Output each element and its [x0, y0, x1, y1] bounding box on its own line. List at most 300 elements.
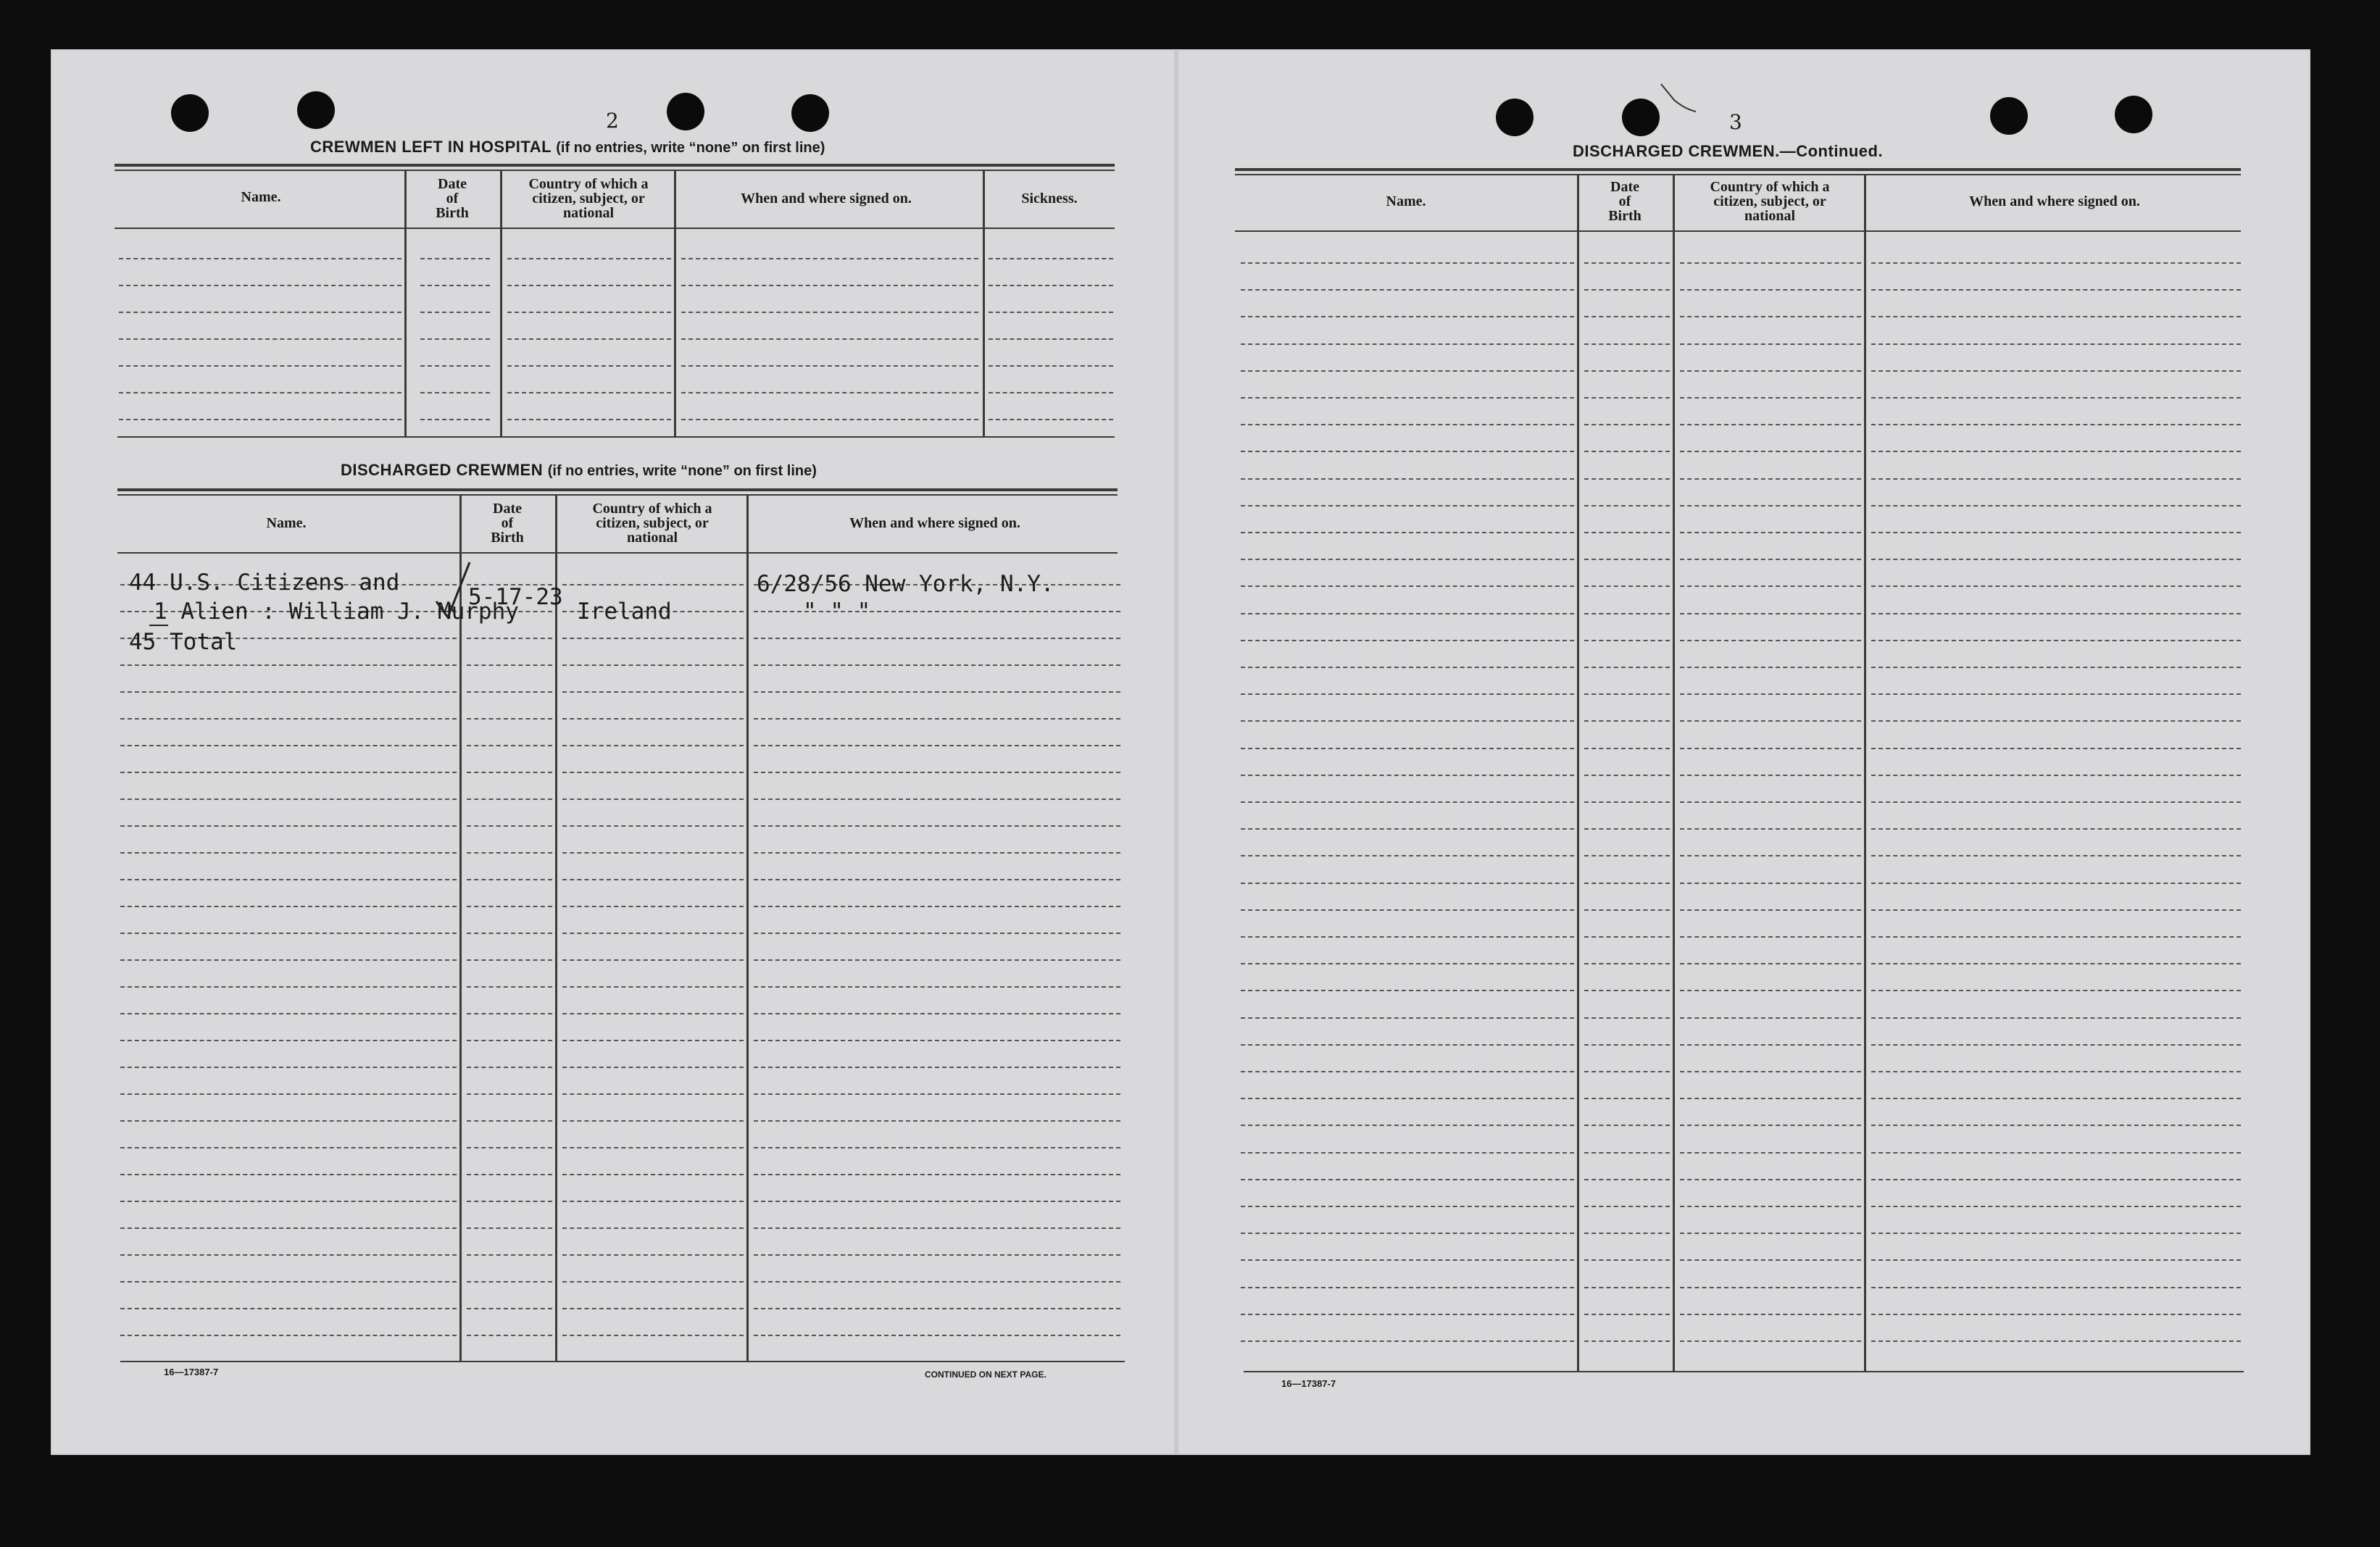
ruled-line — [120, 798, 457, 800]
ruled-line — [1241, 585, 1574, 587]
ruled-line — [562, 852, 744, 854]
ruled-line — [754, 798, 1120, 800]
ruled-line — [120, 986, 457, 988]
hospital-col-name: Name. — [241, 189, 281, 205]
ruled-line — [1584, 828, 1670, 830]
right-top-rule — [1235, 168, 2241, 171]
ruled-line — [1871, 855, 2241, 856]
ruled-line — [1871, 1017, 2241, 1019]
ruled-line — [562, 986, 744, 988]
ruled-line — [1241, 990, 1574, 991]
ruled-line — [754, 745, 1120, 746]
ruled-line — [562, 879, 744, 880]
ruled-line — [681, 312, 978, 313]
ruled-line — [1584, 1259, 1670, 1261]
ruled-line — [1241, 289, 1574, 291]
ruled-line — [754, 718, 1120, 720]
ruled-line — [1241, 532, 1574, 533]
ruled-line — [1680, 585, 1861, 587]
ruled-line — [1871, 289, 2241, 291]
ruled-line — [467, 1067, 552, 1068]
ruled-line — [119, 365, 401, 367]
hospital-col-dob: Date of Birth — [436, 176, 469, 221]
ruled-line — [1584, 801, 1670, 803]
ruled-line — [1871, 963, 2241, 964]
ruled-line — [1680, 801, 1861, 803]
ruled-line — [120, 1308, 457, 1309]
ruled-line — [681, 365, 978, 367]
page-fold — [1174, 51, 1178, 1454]
ruled-line — [1584, 1017, 1670, 1019]
ruled-line — [1584, 1233, 1670, 1234]
ruled-line — [562, 745, 744, 746]
discharged-section-title — [341, 461, 817, 480]
ruled-line — [681, 338, 978, 340]
ruled-line — [1680, 1259, 1861, 1261]
ruled-line — [1680, 451, 1861, 452]
ruled-line — [754, 1335, 1120, 1336]
ruled-line — [1241, 963, 1574, 964]
ruled-line — [1241, 1233, 1574, 1234]
hospital-header-rule — [115, 228, 1115, 229]
ruled-line — [467, 1335, 552, 1336]
ruled-line — [467, 772, 552, 773]
ruled-line — [754, 1281, 1120, 1283]
ruled-line — [1680, 1017, 1861, 1019]
form-number-right: 16—17387-7 — [1281, 1378, 1336, 1389]
ruled-line — [120, 1174, 457, 1175]
ruled-line — [1584, 559, 1670, 560]
ruled-line — [1680, 1179, 1861, 1180]
hospital-instruction: (if no entries, write “none” on first line) — [556, 140, 825, 156]
ruled-line — [119, 285, 401, 286]
ruled-line — [120, 906, 457, 907]
ruled-line — [1871, 1179, 2241, 1180]
punch-hole — [1496, 99, 1534, 136]
ruled-line — [754, 1067, 1120, 1068]
ruled-line — [1871, 1340, 2241, 1342]
ruled-line — [1584, 1287, 1670, 1288]
ruled-line — [1871, 343, 2241, 345]
ruled-line — [562, 1067, 744, 1068]
ruled-line — [120, 1227, 457, 1229]
ruled-line — [1680, 667, 1861, 668]
ruled-line — [1871, 1071, 2241, 1072]
hospital-top-rule-thin — [115, 170, 1115, 171]
ruled-line — [1680, 1206, 1861, 1207]
ruled-line — [562, 691, 744, 693]
ruled-line — [1241, 775, 1574, 776]
ruled-line — [467, 906, 552, 907]
ruled-line — [420, 365, 490, 367]
ruled-line — [467, 1308, 552, 1309]
ruled-line — [1584, 936, 1670, 938]
ruled-line — [1871, 262, 2241, 264]
ruled-line — [1680, 936, 1861, 938]
ruled-line — [507, 285, 671, 286]
ruled-line — [1871, 613, 2241, 614]
discharged-col-signed: When and where signed on. — [849, 515, 1020, 531]
right-col-divider — [1577, 175, 1579, 1371]
discharged-col-country: Country of which a citizen, subject, or national — [592, 501, 712, 546]
discharged-title-text: DISCHARGED CREWMEN — [341, 461, 544, 479]
ruled-line — [1241, 748, 1574, 749]
ruled-line — [120, 664, 457, 666]
ruled-line — [1680, 613, 1861, 614]
ruled-line — [562, 1201, 744, 1202]
ruled-line — [1584, 585, 1670, 587]
ruled-line — [1584, 693, 1670, 695]
page-number-right: 3 — [1729, 110, 1742, 134]
ruled-line — [119, 258, 401, 259]
right-bottom-rule — [1244, 1371, 2244, 1372]
ruled-line — [754, 852, 1120, 854]
ruled-line — [1871, 505, 2241, 506]
ruled-line — [1871, 1287, 2241, 1288]
ruled-line — [1241, 559, 1574, 560]
ruled-line — [1241, 613, 1574, 614]
ruled-line — [1584, 990, 1670, 991]
ruled-line — [562, 959, 744, 961]
ruled-line — [754, 1227, 1120, 1229]
ruled-line — [1871, 775, 2241, 776]
punch-hole — [2115, 96, 2152, 133]
ruled-line — [467, 718, 552, 720]
ruled-line — [989, 338, 1113, 340]
ruled-line — [562, 664, 744, 666]
ruled-line — [1584, 855, 1670, 856]
ruled-line — [562, 584, 744, 585]
ruled-line — [120, 1335, 457, 1336]
ruled-line — [754, 664, 1120, 666]
bleed-through-text — [130, 101, 133, 113]
ruled-line — [1241, 667, 1574, 668]
ruled-line — [1584, 424, 1670, 425]
ruled-line — [989, 365, 1113, 367]
discharged-top-rule — [117, 488, 1118, 491]
hospital-col-divider — [674, 171, 676, 438]
punch-hole — [1990, 97, 2028, 135]
ruled-line — [1241, 505, 1574, 506]
ruled-line — [467, 638, 552, 639]
ruled-line — [1584, 1206, 1670, 1207]
ruled-line — [467, 1013, 552, 1014]
ruled-line — [507, 338, 671, 340]
ruled-line — [120, 718, 457, 720]
ruled-line — [1680, 963, 1861, 964]
right-col-name: Name. — [1386, 193, 1426, 209]
ruled-line — [1241, 397, 1574, 399]
ruled-line — [1241, 883, 1574, 884]
hospital-col-sickness: Sickness. — [1021, 191, 1078, 207]
discharged-col-divider — [555, 496, 557, 1361]
ruled-line — [1241, 451, 1574, 452]
ruled-line — [681, 285, 978, 286]
ruled-line — [1241, 828, 1574, 830]
hospital-col-signed: When and where signed on. — [741, 191, 912, 207]
entry-row2-country: Ireland — [577, 599, 672, 625]
ruled-line — [754, 638, 1120, 639]
hospital-top-rule — [115, 164, 1115, 167]
ruled-line — [1584, 1314, 1670, 1315]
ruled-line — [120, 745, 457, 746]
ruled-line — [1584, 478, 1670, 480]
left-bottom-rule — [120, 1361, 1125, 1362]
punch-hole — [171, 94, 209, 132]
ruled-line — [562, 1120, 744, 1122]
ruled-line — [467, 1093, 552, 1095]
ruled-line — [467, 1201, 552, 1202]
ruled-line — [467, 1227, 552, 1229]
ruled-line — [1680, 343, 1861, 345]
discharged-header-rule — [117, 552, 1118, 554]
ruled-line — [120, 959, 457, 961]
hospital-col-divider — [983, 171, 985, 438]
ruled-line — [120, 1067, 457, 1068]
punch-hole — [1622, 99, 1660, 136]
ruled-line — [562, 772, 744, 773]
ruled-line — [1871, 936, 2241, 938]
ruled-line — [507, 258, 671, 259]
ruled-line — [1241, 343, 1574, 345]
ruled-line — [1584, 289, 1670, 291]
ruled-line — [754, 772, 1120, 773]
ruled-line — [754, 933, 1120, 934]
ruled-line — [1871, 1125, 2241, 1126]
ruled-line — [1241, 801, 1574, 803]
ruled-line — [1241, 1044, 1574, 1046]
ruled-line — [467, 1147, 552, 1148]
ruled-line — [1584, 748, 1670, 749]
ruled-line — [754, 825, 1120, 827]
hospital-section-title — [310, 138, 825, 157]
ruled-line — [467, 1174, 552, 1175]
discharged-top-rule-thin — [117, 494, 1118, 496]
ruled-line — [754, 959, 1120, 961]
ruled-line — [119, 338, 401, 340]
ruled-line — [562, 1254, 744, 1256]
ruled-line — [1871, 801, 2241, 803]
entry-underline — [149, 625, 168, 626]
ruled-line — [1241, 1340, 1574, 1342]
right-col-divider — [1673, 175, 1675, 1371]
ruled-line — [1584, 505, 1670, 506]
right-col-dob: Date of Birth — [1608, 179, 1642, 224]
ruled-line — [1584, 1340, 1670, 1342]
ruled-line — [754, 691, 1120, 693]
ruled-line — [507, 365, 671, 367]
ruled-line — [119, 312, 401, 313]
ruled-line — [1241, 1071, 1574, 1072]
ruled-line — [1241, 1179, 1574, 1180]
ruled-line — [1241, 936, 1574, 938]
ruled-line — [1241, 1206, 1574, 1207]
ruled-line — [562, 1227, 744, 1229]
ruled-line — [1241, 1098, 1574, 1099]
ruled-line — [467, 986, 552, 988]
ruled-line — [1680, 909, 1861, 911]
ruled-line — [754, 906, 1120, 907]
ruled-line — [1584, 1071, 1670, 1072]
ruled-line — [120, 879, 457, 880]
right-top-rule-thin — [1235, 174, 2241, 175]
ruled-line — [1584, 1098, 1670, 1099]
ruled-line — [507, 419, 671, 420]
ruled-line — [562, 933, 744, 934]
ruled-line — [562, 1040, 744, 1041]
ruled-line — [1584, 532, 1670, 533]
punch-hole — [297, 91, 335, 129]
ruled-line — [1241, 1017, 1574, 1019]
ruled-line — [420, 312, 490, 313]
ruled-line — [1871, 1259, 2241, 1261]
ruled-line — [467, 1040, 552, 1041]
discharged-col-dob: Date of Birth — [491, 501, 524, 546]
ruled-line — [420, 419, 490, 420]
ruled-line — [1680, 1098, 1861, 1099]
ruled-line — [989, 392, 1113, 393]
ruled-line — [1584, 613, 1670, 614]
ruled-line — [754, 1013, 1120, 1014]
hospital-title-text: CREWMEN LEFT IN HOSPITAL — [310, 138, 552, 156]
ruled-line — [1871, 720, 2241, 722]
ruled-line — [1680, 1314, 1861, 1315]
ruled-line — [1680, 1287, 1861, 1288]
ruled-line — [120, 1120, 457, 1122]
ruled-line — [1241, 370, 1574, 372]
ruled-line — [1871, 828, 2241, 830]
continued-note: CONTINUED ON NEXT PAGE. — [925, 1369, 1047, 1380]
ruled-line — [1680, 1125, 1861, 1126]
ruled-line — [467, 852, 552, 854]
ruled-line — [1241, 1314, 1574, 1315]
ruled-line — [681, 258, 978, 259]
ruled-line — [1680, 370, 1861, 372]
ruled-line — [1871, 667, 2241, 668]
ruled-line — [754, 1201, 1120, 1202]
ruled-line — [1871, 990, 2241, 991]
ruled-line — [1680, 748, 1861, 749]
ruled-line — [1584, 1152, 1670, 1154]
ruled-line — [562, 1147, 744, 1148]
ruled-line — [562, 825, 744, 827]
ruled-line — [1871, 1152, 2241, 1154]
ruled-line — [1241, 1287, 1574, 1288]
ruled-line — [119, 392, 401, 393]
ruled-line — [467, 1281, 552, 1283]
ruled-line — [1584, 451, 1670, 452]
ruled-line — [1241, 1125, 1574, 1126]
ruled-line — [1680, 1044, 1861, 1046]
hospital-col-divider — [404, 171, 407, 438]
ruled-line — [120, 1147, 457, 1148]
ruled-line — [507, 392, 671, 393]
ruled-line — [562, 1281, 744, 1283]
ruled-line — [1584, 370, 1670, 372]
punch-hole — [791, 94, 829, 132]
ruled-line — [562, 1093, 744, 1095]
ruled-line — [1680, 775, 1861, 776]
ruled-line — [754, 1254, 1120, 1256]
ruled-line — [1871, 397, 2241, 399]
ruled-line — [120, 1281, 457, 1283]
ruled-line — [1584, 883, 1670, 884]
ruled-line — [120, 772, 457, 773]
ruled-line — [1241, 640, 1574, 641]
ruled-line — [120, 1201, 457, 1202]
ruled-line — [562, 1335, 744, 1336]
ruled-line — [120, 691, 457, 693]
entry-row3-name: 45 Total — [129, 629, 238, 655]
ruled-line — [1680, 1071, 1861, 1072]
ruled-line — [1241, 693, 1574, 695]
ruled-line — [1871, 883, 2241, 884]
discharged-instruction: (if no entries, write “none” on first line) — [547, 463, 817, 479]
ruled-line — [562, 1013, 744, 1014]
ruled-line — [467, 745, 552, 746]
ruled-line — [1871, 1233, 2241, 1234]
ruled-line — [1680, 505, 1861, 506]
ruled-line — [119, 419, 401, 420]
form-number-left: 16—17387-7 — [164, 1367, 219, 1377]
ruled-line — [1871, 424, 2241, 425]
right-col-signed: When and where signed on. — [1969, 193, 2140, 209]
right-header-rule — [1235, 230, 2241, 232]
ruled-line — [1871, 909, 2241, 911]
right-section-title: DISCHARGED CREWMEN.—Continued. — [1573, 142, 1884, 160]
ruled-line — [989, 258, 1113, 259]
ruled-line — [562, 1308, 744, 1309]
ruled-line — [1584, 1044, 1670, 1046]
handwritten-check-mark — [432, 558, 475, 623]
hospital-col-country: Country of which a citizen, subject, or national — [528, 176, 649, 221]
ruled-line — [420, 285, 490, 286]
ruled-line — [1871, 693, 2241, 695]
ruled-line — [1871, 640, 2241, 641]
ruled-line — [1871, 559, 2241, 560]
ruled-line — [562, 718, 744, 720]
ruled-line — [754, 1147, 1120, 1148]
ruled-line — [1680, 828, 1861, 830]
ruled-line — [1584, 343, 1670, 345]
ruled-line — [1871, 532, 2241, 533]
ruled-line — [681, 419, 978, 420]
ruled-line — [1241, 1259, 1574, 1261]
ruled-line — [1871, 370, 2241, 372]
ruled-line — [120, 933, 457, 934]
discharged-col-divider — [746, 496, 749, 1361]
ruled-line — [467, 933, 552, 934]
ruled-line — [1680, 855, 1861, 856]
ruled-line — [1584, 1125, 1670, 1126]
ruled-line — [1241, 424, 1574, 425]
page-number-left: 2 — [606, 109, 619, 133]
ruled-line — [1680, 883, 1861, 884]
ruled-line — [1871, 1314, 2241, 1315]
entry-row1-name: 44 U.S. Citizens and — [129, 570, 400, 596]
ruled-line — [467, 879, 552, 880]
ruled-line — [754, 986, 1120, 988]
right-col-country: Country of which a citizen, subject, or national — [1710, 179, 1830, 224]
pencil-mark — [1658, 80, 1702, 123]
ruled-line — [1680, 1152, 1861, 1154]
right-col-divider — [1864, 175, 1866, 1371]
ruled-line — [120, 825, 457, 827]
ruled-line — [1871, 478, 2241, 480]
ruled-line — [562, 638, 744, 639]
ruled-line — [754, 879, 1120, 880]
ruled-line — [120, 1040, 457, 1041]
